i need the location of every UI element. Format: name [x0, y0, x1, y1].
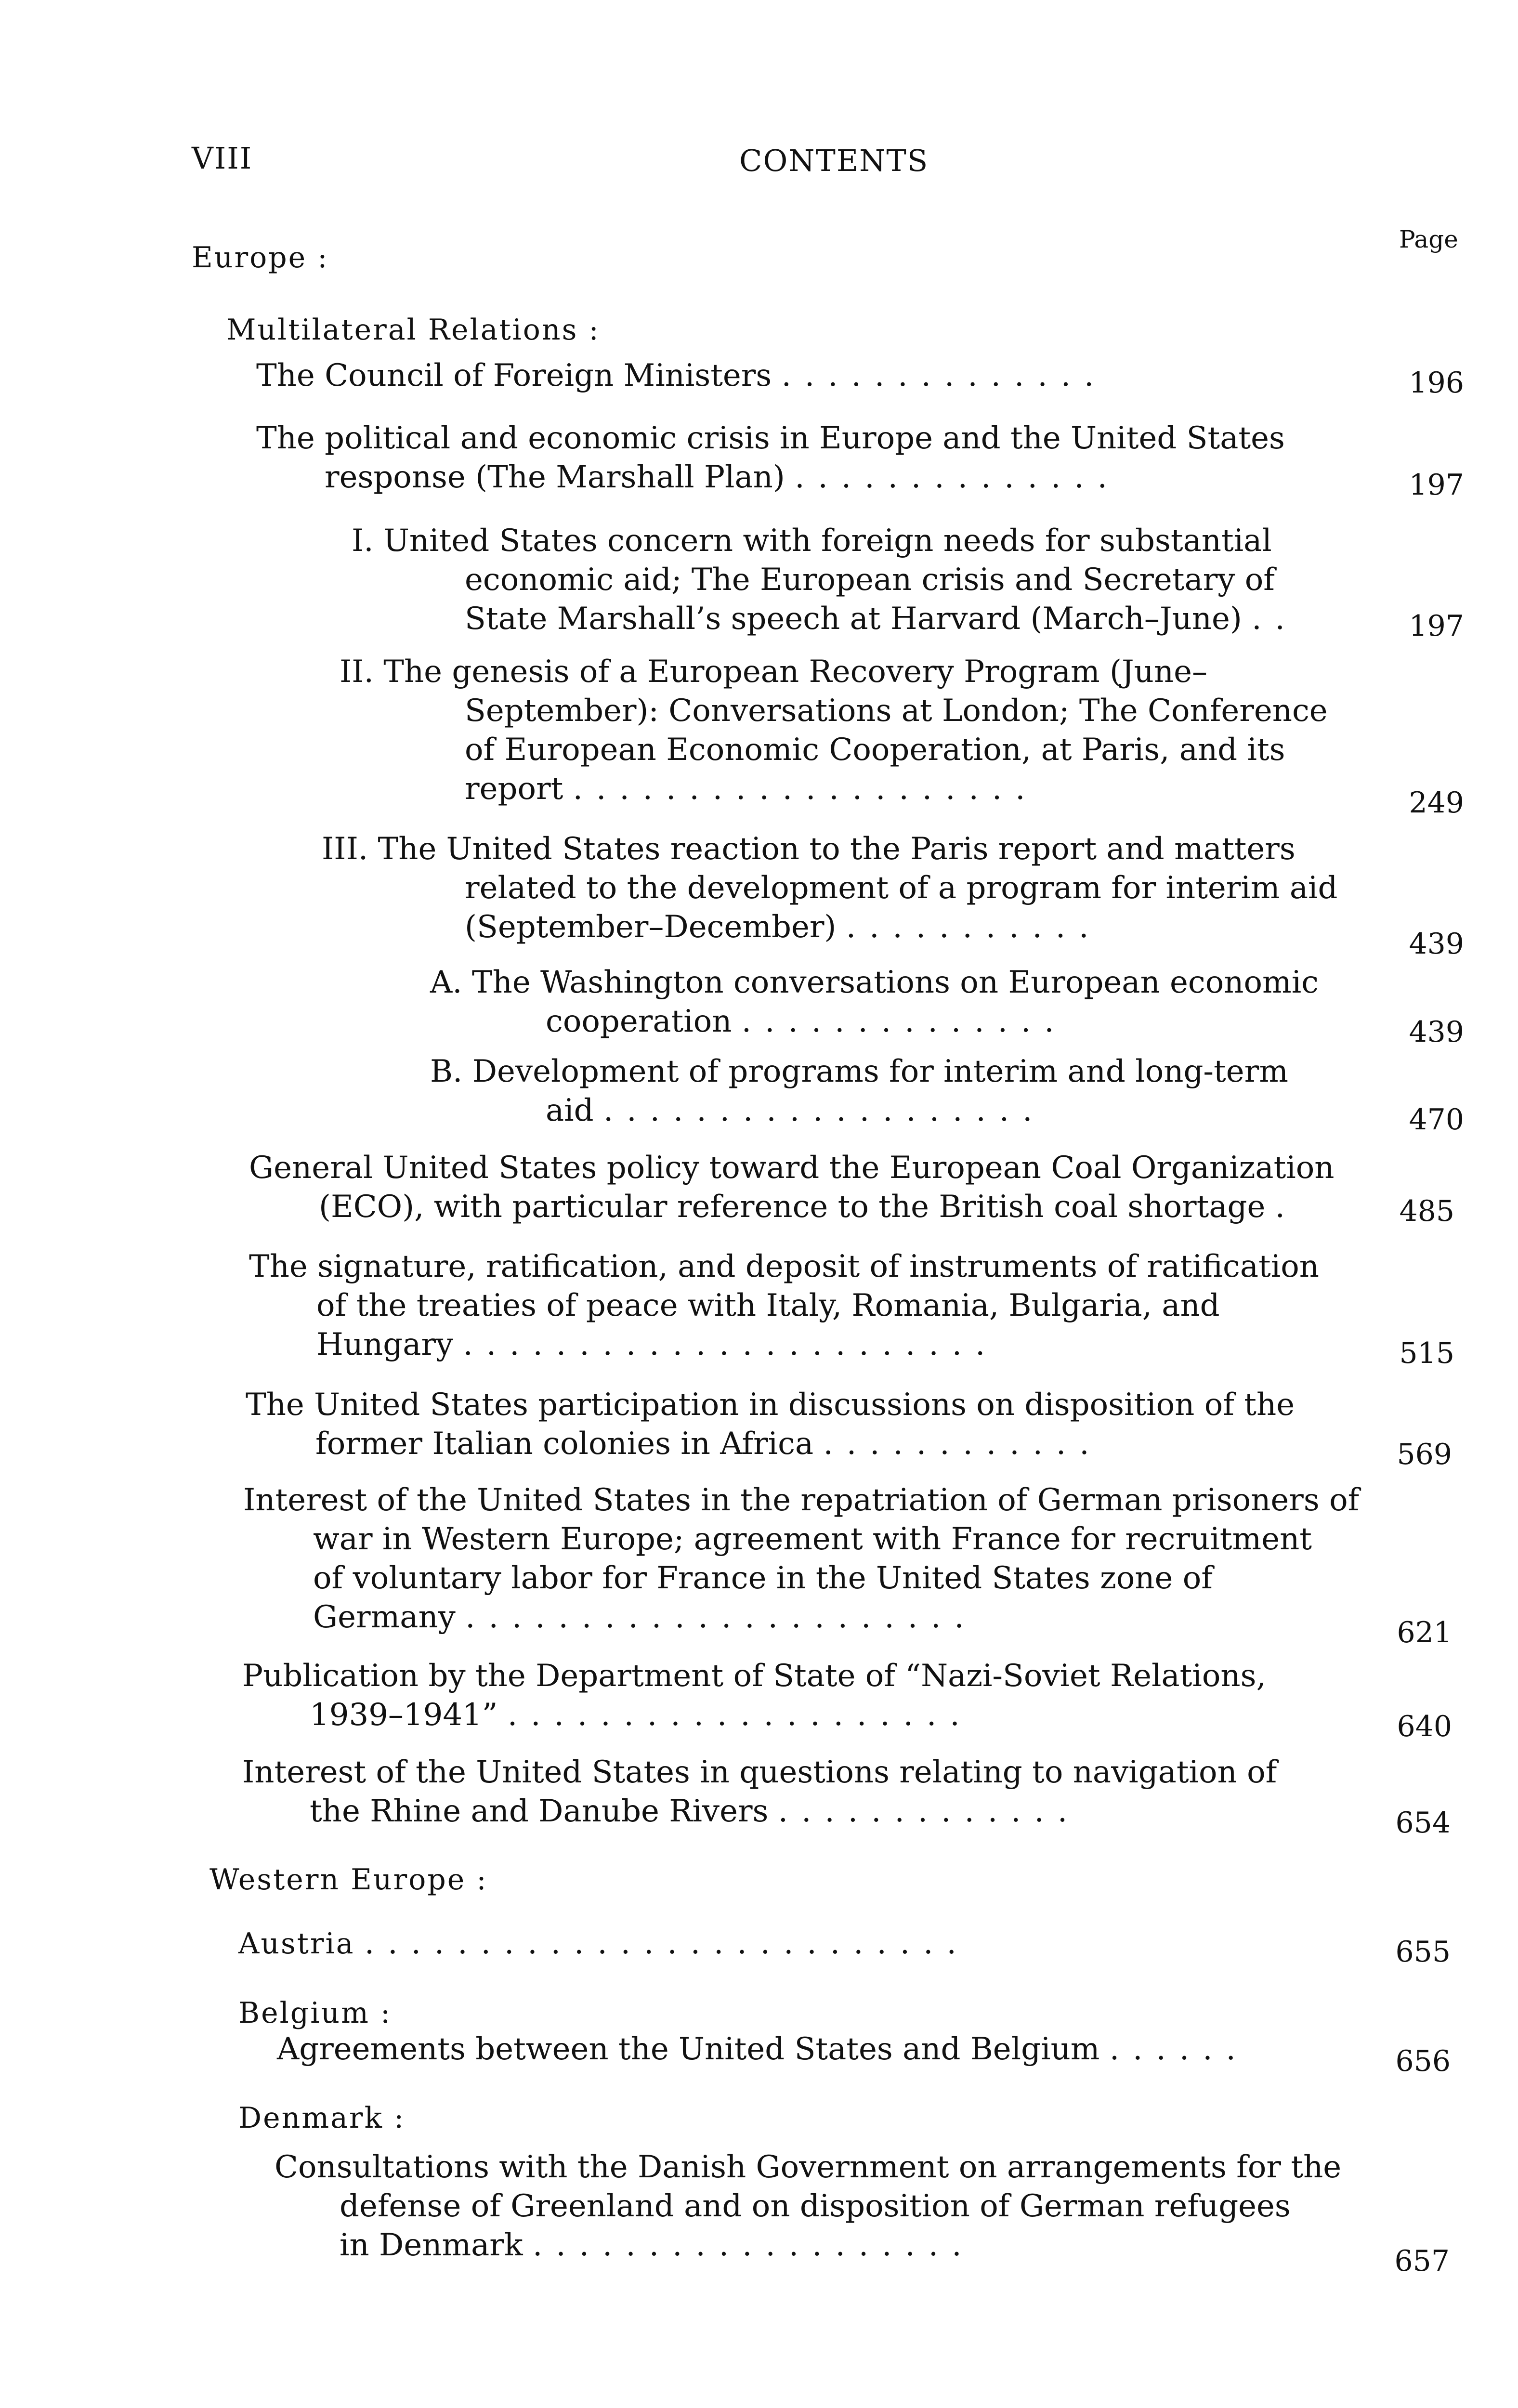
- toc-entry-line: the Rhine and Danube Rivers: [310, 1793, 769, 1829]
- toc-page-number[interactable]: 655: [1395, 1935, 1451, 1969]
- page-folio: VIII: [192, 141, 253, 176]
- toc-entry-line: report: [465, 771, 563, 807]
- toc-entry-line: A. The Washington conversations on European economic: [430, 965, 1319, 1000]
- toc-entry-austria[interactable]: [238, 1924, 970, 1963]
- toc-entry-line: General United States policy toward the European Coal Organization: [249, 1150, 1335, 1186]
- toc-entry-line: response (The Marshall Plan): [325, 459, 785, 495]
- page-title: CONTENTS: [739, 143, 929, 178]
- toc-entry-line: war in Western Europe; agreement with France for recruitment: [313, 1521, 1312, 1557]
- leader-dots: ....................: [507, 1697, 973, 1733]
- toc-page-number[interactable]: 485: [1399, 1194, 1454, 1228]
- toc-entry-line: September): Conversations at London; The Conference: [465, 693, 1328, 729]
- toc-entry-line: I. United States concern with foreign needs for substantial: [352, 523, 1272, 559]
- toc-entry-line: in Denmark: [340, 2227, 523, 2263]
- toc-entry[interactable]: [246, 1386, 1295, 1464]
- toc-entry-line: The political and economic crisis in Europe and the United States: [256, 420, 1285, 456]
- toc-entry[interactable]: [275, 2148, 1341, 2265]
- toc-page-number[interactable]: 569: [1397, 1438, 1452, 1471]
- toc-entry-line: B. Development of programs for interim and long-term: [430, 1054, 1288, 1089]
- leader-dots: ..........................: [364, 1925, 970, 1961]
- toc-page-number[interactable]: 640: [1397, 1710, 1452, 1743]
- toc-entry-line: of the treaties of peace with Italy, Romania, Bulgaria, and: [316, 1288, 1220, 1323]
- toc-entry[interactable]: [277, 2030, 1249, 2069]
- toc-entry[interactable]: [242, 1753, 1277, 1831]
- heading-multilateral-relations: Multilateral Relations :: [226, 313, 600, 347]
- leader-dots: ..: [1252, 601, 1298, 637]
- toc-entry[interactable]: [243, 1481, 1359, 1637]
- toc-entry[interactable]: [340, 653, 1328, 809]
- toc-entry-line: former Italian colonies in Africa: [315, 1426, 814, 1462]
- toc-page-number[interactable]: 197: [1409, 609, 1464, 643]
- toc-entry-line: economic aid; The European crisis and Secretary of: [465, 562, 1275, 598]
- leader-dots: ............: [823, 1426, 1103, 1462]
- toc-entry-text: The Council of Foreign Ministers: [256, 358, 772, 393]
- toc-entry-text: Austria: [238, 1927, 355, 1961]
- leader-dots: ...................: [533, 2227, 975, 2263]
- toc-entry-line: defense of Greenland and on disposition of German refugees: [340, 2188, 1291, 2224]
- toc-page-number[interactable]: 470: [1409, 1103, 1464, 1137]
- toc-page-number[interactable]: 249: [1409, 786, 1464, 820]
- toc-page-number[interactable]: 654: [1395, 1806, 1451, 1840]
- toc-entry-line: (ECO), with particular reference to the British coal shortage: [319, 1189, 1266, 1225]
- toc-page-number[interactable]: 657: [1394, 2244, 1450, 2278]
- toc-entry-line: related to the development of a program for interim aid: [465, 870, 1338, 906]
- toc-page-number[interactable]: 656: [1395, 2044, 1451, 2078]
- toc-page-number[interactable]: 439: [1409, 1015, 1464, 1049]
- heading-western-europe: Western Europe :: [209, 1863, 488, 1897]
- toc-entry-line: Interest of the United States in the repatriation of German prisoners of: [243, 1482, 1360, 1518]
- heading-europe: Europe :: [192, 241, 329, 275]
- toc-entry[interactable]: [352, 522, 1298, 639]
- toc-page-number[interactable]: 621: [1397, 1616, 1452, 1649]
- toc-entry[interactable]: [256, 419, 1285, 497]
- toc-entry-line: III. The United States reaction to the Paris report and matters: [322, 831, 1296, 867]
- toc-entry[interactable]: [256, 356, 1412, 395]
- toc-entry[interactable]: [430, 1052, 1288, 1130]
- page-column-label: Page: [1399, 225, 1458, 253]
- toc-entry-line: Consultations with the Danish Government on arrangements for the: [275, 2149, 1342, 2185]
- toc-entry-line: Publication by the Department of State of “Nazi-Soviet Relations,: [242, 1658, 1266, 1694]
- toc-entry-line: Hungary: [316, 1327, 454, 1362]
- leader-dots: ....................: [573, 771, 1039, 807]
- toc-entry-line: (September–December): [465, 909, 837, 945]
- toc-entry[interactable]: [430, 963, 1319, 1041]
- leader-dots: ...................: [603, 1093, 1046, 1128]
- toc-entry[interactable]: [322, 830, 1337, 947]
- heading-denmark: Denmark :: [238, 2101, 406, 2135]
- toc-entry-line: Interest of the United States in questions relating to navigation of: [242, 1754, 1277, 1790]
- toc-entry[interactable]: [249, 1149, 1335, 1227]
- toc-entry-line: Agreements between the United States and Belgium: [277, 2031, 1100, 2067]
- toc-entry[interactable]: [242, 1657, 1266, 1735]
- toc-entry-line: of European Economic Cooperation, at Paris, and its: [465, 732, 1285, 768]
- toc-entry-line: of voluntary labor for France in the United States zone of: [313, 1560, 1213, 1596]
- leader-dots: ......: [1109, 2031, 1249, 2067]
- leader-dots: ......................: [465, 1599, 978, 1635]
- toc-entry-line: 1939–1941”: [310, 1697, 498, 1733]
- toc-entry-line: The United States participation in discussions on disposition of the: [246, 1387, 1295, 1423]
- toc-page-number[interactable]: 439: [1409, 927, 1464, 961]
- leader-dots: .: [1275, 1189, 1298, 1225]
- toc-entry-line: II. The genesis of a European Recovery Program (June–: [340, 654, 1207, 690]
- toc-page-number[interactable]: 515: [1399, 1336, 1454, 1370]
- toc-entry-line: State Marshall’s speech at Harvard (March–June): [465, 601, 1242, 637]
- toc-entry-line: cooperation: [546, 1004, 732, 1039]
- heading-belgium: Belgium :: [238, 1996, 392, 2030]
- leader-dots: .......................: [463, 1327, 999, 1362]
- leader-dots: .............: [778, 1793, 1081, 1829]
- leader-dots: ..............: [741, 1004, 1068, 1039]
- toc-entry[interactable]: [249, 1247, 1319, 1364]
- toc-page-number[interactable]: 196: [1409, 366, 1464, 400]
- toc-entry-line: aid: [546, 1093, 594, 1128]
- leader-dots: ...........: [846, 909, 1102, 945]
- leader-dots: ..............: [795, 459, 1121, 495]
- leader-dots: ..............: [781, 358, 1108, 393]
- toc-entry-line: The signature, ratification, and deposit of instruments of ratification: [249, 1249, 1319, 1284]
- toc-entry-line: Germany: [313, 1599, 456, 1635]
- toc-page-number[interactable]: 197: [1409, 468, 1464, 502]
